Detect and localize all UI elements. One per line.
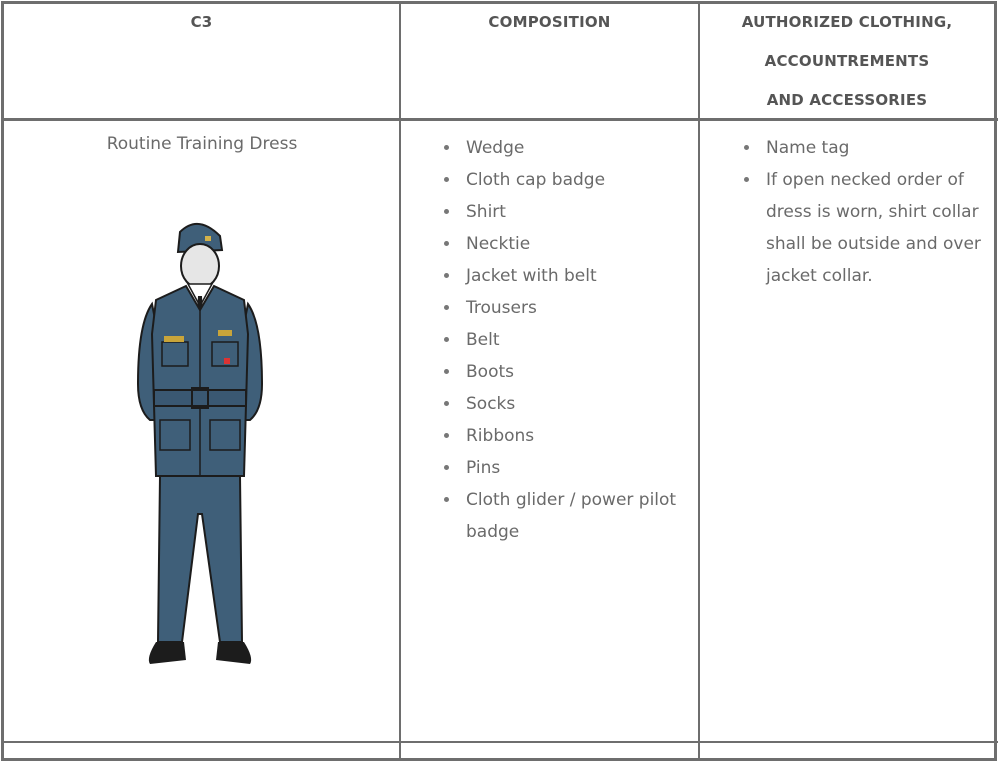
- list-item: Ribbons: [440, 420, 690, 452]
- header-authorized-line1: AUTHORIZED CLOTHING,: [741, 13, 953, 31]
- header-authorized-line2: ACCOUNTREMENTS: [764, 52, 930, 70]
- header-composition: [401, 3, 698, 42]
- column-divider: [399, 1, 401, 761]
- header-authorized-line3: AND ACCESSORIES: [766, 91, 928, 109]
- dress-name: Routine Training Dress: [106, 134, 298, 154]
- list-item: Belt: [440, 324, 690, 356]
- list-item: Socks: [440, 388, 690, 420]
- list-item: Shirt: [440, 196, 690, 228]
- authorized-list: [740, 132, 985, 292]
- list-item: Cloth cap badge: [440, 164, 690, 196]
- list-item: Wedge: [440, 132, 690, 164]
- list-item: Trousers: [440, 292, 690, 324]
- header-composition-label: COMPOSITION: [488, 13, 611, 31]
- list-item: Cloth glider / power pilot badge: [440, 484, 690, 548]
- composition-list: [440, 132, 690, 548]
- row-divider: [1, 741, 998, 743]
- list-item: Jacket with belt: [440, 260, 690, 292]
- uniform-illustration: [130, 214, 270, 684]
- list-item: If open necked order of dress is worn, shirt collar shall be outside and over jacket collar.: [740, 164, 985, 292]
- header-authorized: [700, 3, 994, 120]
- list-item: Name tag: [740, 132, 985, 164]
- list-item: Necktie: [440, 228, 690, 260]
- header-c3-label: C3: [190, 13, 213, 31]
- header-c3: [4, 3, 399, 42]
- list-item: Boots: [440, 356, 690, 388]
- list-item: Pins: [440, 452, 690, 484]
